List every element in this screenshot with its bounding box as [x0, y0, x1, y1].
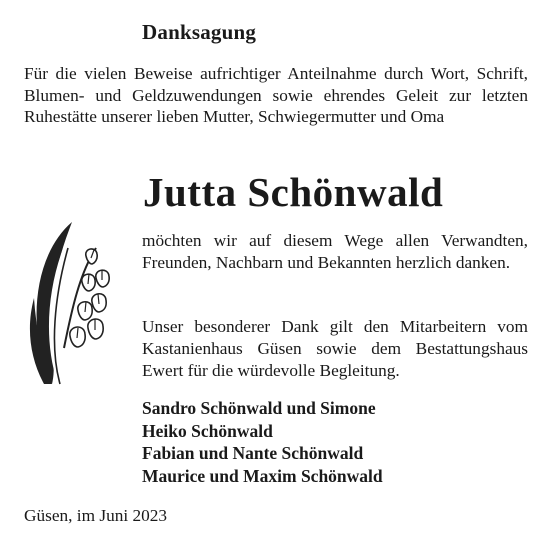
signer-line: Sandro Schönwald und Simone — [142, 398, 376, 418]
signer-line: Heiko Schönwald — [142, 420, 273, 441]
special-thanks-paragraph: Unser besonderer Dank gilt den Mitarbeitern vom Kastanienhaus Güsen sowie dem Bestattungshaus Ewert für die würdevolle Begleitung. — [142, 317, 528, 380]
notice-heading: Danksagung — [142, 20, 257, 44]
thanks-paragraph: möchten wir auf diesem Wege allen Verwandten, Freunden, Nachbarn und Bekannten herzlich danken. — [142, 231, 528, 272]
signer-line: Maurice und Maxim Schönwald — [142, 465, 383, 486]
intro-paragraph: Für die vielen Beweise aufrichtiger Anteilnahme durch Wort, Schrift, Blumen- und Geldzuwendungen sowie ehrendes Geleit zur letzten Ruhestätte unserer lieben Mutter, Schwiegermutter und Oma — [24, 64, 528, 126]
lily-of-the-valley-icon — [22, 218, 114, 386]
place-date: Güsen, im Juni 2023 — [24, 506, 168, 525]
signer-line: Fabian und Nante Schönwald — [142, 443, 364, 463]
deceased-name: Jutta Schönwald — [143, 169, 444, 215]
signers-list — [142, 397, 383, 487]
